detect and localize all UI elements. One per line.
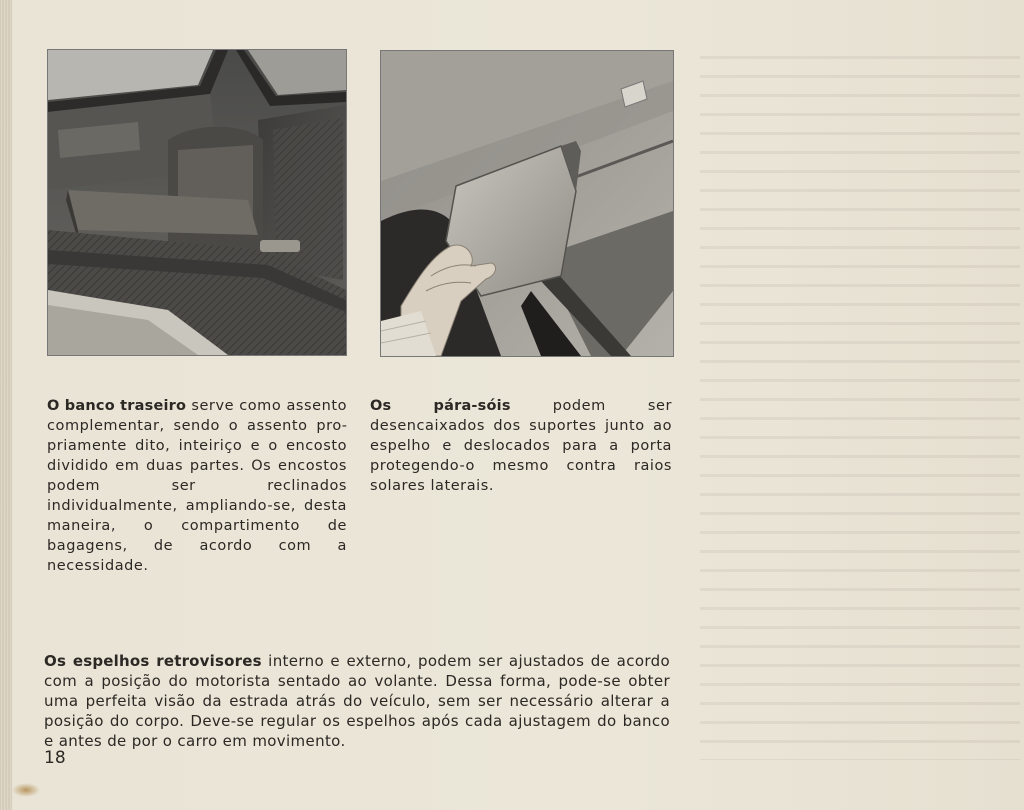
rear-seat-photo [47,49,347,356]
page-binding-edge [0,0,12,810]
sun-visors-text: podem ser desencaixados dos suportes junto ao espelho e deslocados para a porta protegendo-o mesmo contra raios solares laterais. [370,398,673,494]
rear-seat-text: serve como assento complementar, sendo o assento propriamente dito, inteiriço e o encosto dividido em duas partes. Os encostos podem ser reclinados individualmente, ampliando-se, desta maneira, o compartimento de bagagens, de acordo com a necessidade. [47,398,347,574]
bleed-through-text [700,40,1020,760]
sun-visors-paragraph [370,396,672,496]
sun-visor-photo [380,50,674,357]
paper-stain [12,783,40,797]
rear-seat-heading: O banco traseiro [47,398,187,414]
rear-seat-photo-illustration [48,50,346,355]
mirrors-heading: Os espelhos retrovisores [44,652,262,670]
sun-visors-heading: Os pára-sóis [370,398,511,414]
mirrors-text: interno e externo, podem ser ajustados de acordo com a posição do motorista sentado ao volante. Dessa forma, pode-se obter uma perfeita visão da estrada atrás do veículo, sem ser necessário alterar a posição do corpo. Deve-se regular os espelhos após cada ajustagem do banco e antes de por o carro em movimento. [44,652,670,750]
rear-seat-paragraph [47,396,347,576]
mirrors-paragraph [44,651,670,751]
page-number: 18 [44,748,66,768]
sun-visor-photo-illustration [381,51,673,356]
